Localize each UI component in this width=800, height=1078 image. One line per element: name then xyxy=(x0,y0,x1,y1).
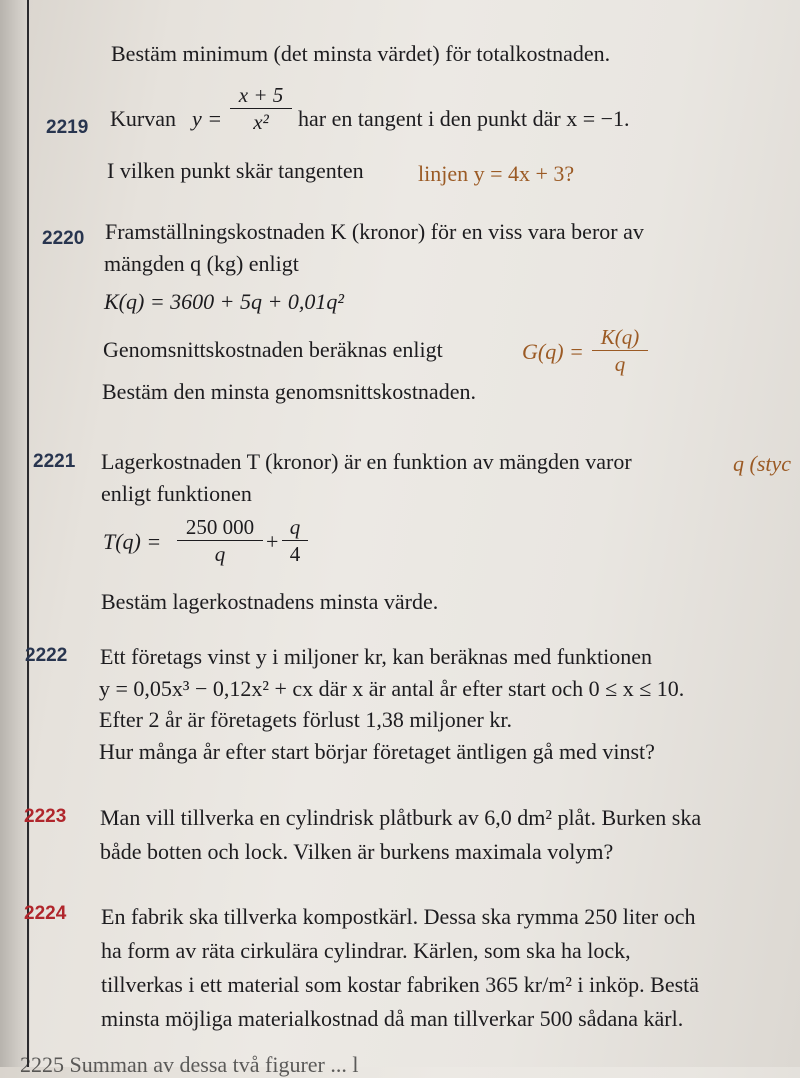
problem-2219-y: y = xyxy=(192,106,223,131)
problem-2220-line2: mängden q (kg) enligt xyxy=(104,251,299,276)
problem-2221-fraction2 xyxy=(282,514,308,567)
problem-2222-line3: Efter 2 år är företagets förlust 1,38 miljoner kr. xyxy=(99,707,512,732)
problem-2221-lhs: T(q) = xyxy=(103,529,162,554)
plus-sign: + xyxy=(266,529,279,554)
problem-2221-line4: Bestäm lagerkostnadens minsta värde. xyxy=(101,589,439,614)
problem-2222-line1: Ett företags vinst y i miljoner kr, kan beräknas med funktionen xyxy=(100,644,653,669)
problem-2219-line2a: I vilken punkt skär tangenten xyxy=(107,158,364,183)
bottom-partial-line: 2225 Summan av dessa två figurer ... l xyxy=(20,1052,359,1077)
problem-number-2219: 2219 xyxy=(46,117,89,138)
problem-2221-line1b: q (styc xyxy=(733,451,792,476)
problem-number-2220: 2220 xyxy=(42,228,85,249)
problem-2224-line3: tillverkas i ett material som kostar fabriken 365 kr/m² i inköp. Bestä xyxy=(101,972,700,997)
problem-2220-g: G(q) = xyxy=(522,339,584,364)
problem-number-2224: 2224 xyxy=(24,903,67,924)
fraction-denominator: x² xyxy=(253,110,269,134)
problem-2220-line1: Framställningskostnaden K (kronor) för en viss vara beror av xyxy=(105,219,644,244)
problem-2220-line5: Bestäm den minsta genomsnittskostnaden. xyxy=(102,379,476,404)
problem-2222-line4: Hur många år efter start börjar företaget äntligen gå med vinst? xyxy=(99,739,655,764)
problem-2219-line1b: har en tangent i den punkt där x = −1. xyxy=(298,106,630,131)
fraction-denominator: 4 xyxy=(289,542,301,566)
problem-number-2222: 2222 xyxy=(25,645,68,666)
top-line-text: Bestäm minimum (det minsta värdet) för totalkostnaden. xyxy=(111,41,611,66)
problem-2222-line2: y = 0,05x³ − 0,12x² + cx där x är antal år efter start och 0 ≤ x ≤ 10. xyxy=(99,676,685,701)
problem-2224-line1: En fabrik ska tillverka kompostkärl. Dessa ska rymma 250 liter och xyxy=(101,904,696,929)
problem-2221-line1a: Lagerkostnaden T (kronor) är en funktion av mängden varor xyxy=(101,449,632,474)
fraction-numerator: 250 000 xyxy=(177,514,263,541)
fraction-numerator: x + 5 xyxy=(230,82,292,109)
problem-2219-line1a: Kurvan xyxy=(110,106,176,131)
problem-2221-fraction1 xyxy=(177,514,263,567)
problem-number-2223: 2223 xyxy=(24,806,67,827)
problem-2221-line2: enligt funktionen xyxy=(101,481,252,506)
fraction-denominator: q xyxy=(214,542,226,566)
fraction-numerator: K(q) xyxy=(592,324,648,351)
fraction-numerator: q xyxy=(282,514,308,541)
problem-2223-line2: både botten och lock. Vilken är burkens maximala volym? xyxy=(100,839,614,864)
problem-2224-line2: ha form av räta cirkulära cylindrar. Kärlen, som ska ha lock, xyxy=(101,938,631,963)
problem-2224-line4: minsta möjliga materialkostnad då man tillverkar 500 sådana kärl. xyxy=(101,1006,684,1031)
problem-2223-line1: Man vill tillverka en cylindrisk plåtburk av 6,0 dm² plåt. Burken ska xyxy=(100,805,702,830)
problem-number-2221: 2221 xyxy=(33,451,76,472)
problem-2220-fraction xyxy=(592,324,648,377)
problem-2219-fraction xyxy=(230,82,292,135)
problem-2220-formula: K(q) = 3600 + 5q + 0,01q² xyxy=(104,289,344,314)
fraction-denominator: q xyxy=(614,352,626,376)
problem-2219-line2b: linjen y = 4x + 3? xyxy=(418,161,575,186)
problem-2220-line4: Genomsnittskostnaden beräknas enligt xyxy=(103,337,443,362)
